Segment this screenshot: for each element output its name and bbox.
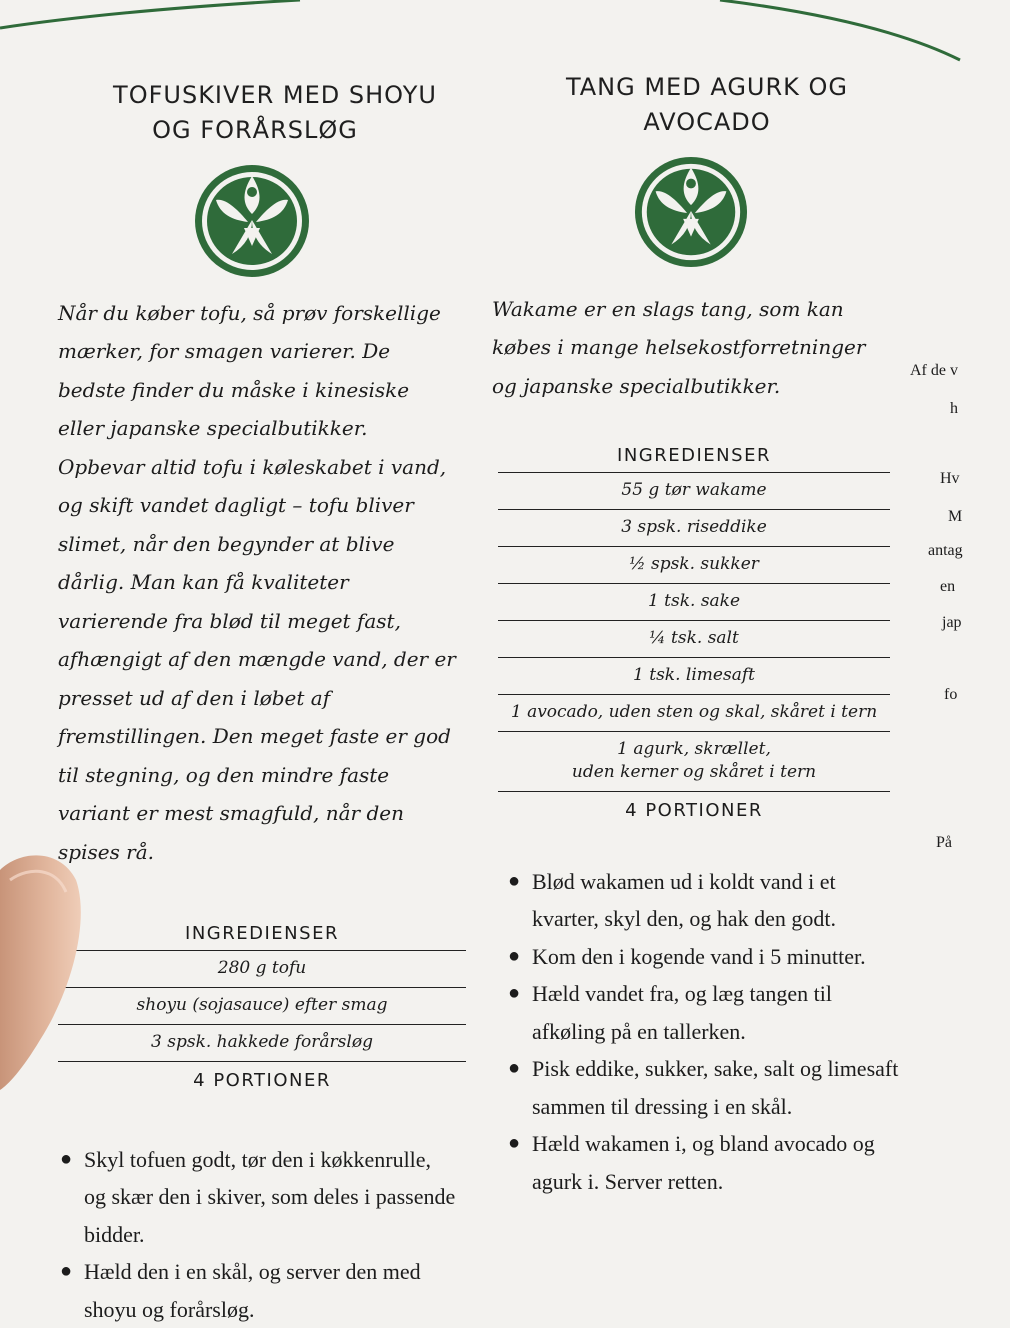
right-ingredients-table	[498, 445, 890, 820]
next-page-fragment: en	[940, 578, 956, 595]
portions-label: 4 PORTIONER	[625, 799, 763, 821]
left-recipe	[58, 78, 478, 1328]
ingredient-text: 1 tsk. limesaft	[633, 664, 755, 685]
next-page-fragment: På	[936, 834, 952, 851]
right-recipe	[492, 70, 902, 1200]
left-intro-text: Når du køber tofu, så prøv forskellige mærker, for smagen varierer. De bedste finder du måske i kinesiske eller japanske specialbutikker. Opbevar altid tofu i køleskabet i vand, og skift vandet dagligt – tofu bliver slimet, når den begynder at blive dårlig. Man kan få kvaliteter varierende fra blød til meget fast, afhængigt af den mængde vand, der er presset ud af den i løbet af fremstillingen. Den meget faste er god til stegning, og den mindre faste variant er mest smagfuld, når den spises rå.	[58, 300, 456, 864]
bullet-icon: ●	[508, 1057, 521, 1080]
title-line-1: TANG MED AGURK OG	[565, 73, 849, 101]
step-item	[506, 938, 906, 976]
next-page-fragment: antag	[928, 542, 963, 559]
bullet-icon: ●	[508, 982, 521, 1005]
ingredient-text: 1 avocado, uden sten og skal, skåret i tern	[510, 701, 878, 722]
step-item	[506, 1125, 906, 1200]
title-line-1: TOFUSKIVER MED SHOYU	[113, 81, 437, 109]
ingredients-heading: INGREDIENSER	[498, 445, 890, 473]
title-line-2: AVOCADO	[643, 107, 771, 136]
ingredient-row: shoyu (sojasauce) efter smag	[58, 988, 466, 1025]
step-text: Hæld wakamen i, og bland avocado og agurk i. Server retten.	[532, 1131, 875, 1194]
ingredient-row: 3 spsk. hakkede forårsløg	[58, 1025, 466, 1062]
ingredient-row	[498, 473, 890, 510]
finger-image	[0, 0, 120, 1280]
next-page-fragment: Af de v	[910, 362, 958, 379]
right-intro-text: Wakame er en slags tang, som kan købes i mange helsekostforretninger og japanske specialbutikker.	[492, 296, 866, 398]
ingredient-row	[498, 510, 890, 547]
ingredient-text: 55 g tør wakame	[621, 480, 767, 501]
portions-label: 4 PORTIONER	[193, 1069, 331, 1091]
step-text: Hæld den i en skål, og server den med shoyu og forårsløg.	[84, 1259, 421, 1322]
bullet-icon: ●	[60, 1260, 73, 1283]
ingredient-text: uden kerner og skåret i tern	[571, 761, 817, 782]
title-line-2: OG FORÅRSLØG	[152, 115, 358, 144]
lotus-emblem-icon	[632, 154, 750, 270]
ingredient-text: 3 spsk. riseddike	[621, 517, 767, 538]
step-item	[506, 863, 906, 938]
ingredient-row	[498, 732, 890, 792]
next-page-fragment: fo	[944, 686, 958, 703]
ingredient-text: 1 agurk, skrællet,	[617, 738, 771, 759]
step-text: Kom den i kogende vand i 5 minutter.	[532, 943, 866, 969]
page-edge	[0, 0, 960, 80]
next-page-fragment: h	[950, 400, 958, 417]
ingredient-text: 1 tsk. sake	[647, 590, 741, 611]
bullet-icon: ●	[60, 1147, 73, 1170]
step-item	[506, 1050, 906, 1125]
bullet-icon: ●	[508, 1132, 521, 1155]
ingredient-row	[498, 621, 890, 658]
ingredient-row	[498, 695, 890, 732]
left-recipe-title	[58, 78, 478, 148]
ingredient-row	[498, 547, 890, 584]
step-text: Pisk eddike, sukker, sake, salt og limesaft sammen til dressing i en skål.	[532, 1056, 899, 1119]
next-page-fragment: Hv	[940, 470, 960, 487]
ingredient-row	[498, 658, 890, 695]
ingredient-row	[498, 584, 890, 621]
ingredient-text: ½ spsk. sukker	[629, 553, 759, 574]
next-page-fragment: jap	[942, 614, 962, 631]
right-recipe-title	[492, 70, 902, 140]
bullet-icon: ●	[508, 869, 521, 892]
step-item	[506, 975, 906, 1050]
ingredients-heading: INGREDIENSER	[58, 923, 466, 951]
ingredient-row: 280 g tofu	[58, 951, 466, 988]
lotus-emblem-icon	[192, 162, 312, 280]
step-text: Skyl tofuen godt, tør den i køkkenrulle, og skær den i skiver, som deles i passende bidder.	[84, 1146, 456, 1247]
step-text: Hæld vandet fra, og læg tangen til afkøling på en tallerken.	[532, 981, 832, 1044]
bullet-icon: ●	[508, 944, 521, 967]
ingredient-text: ¼ tsk. salt	[649, 627, 739, 648]
right-steps-list	[506, 863, 906, 1201]
step-text: Blød wakamen ud i koldt vand i et kvarter, skyl den, og hak den godt.	[532, 868, 836, 932]
next-page-fragment: M	[948, 508, 963, 525]
